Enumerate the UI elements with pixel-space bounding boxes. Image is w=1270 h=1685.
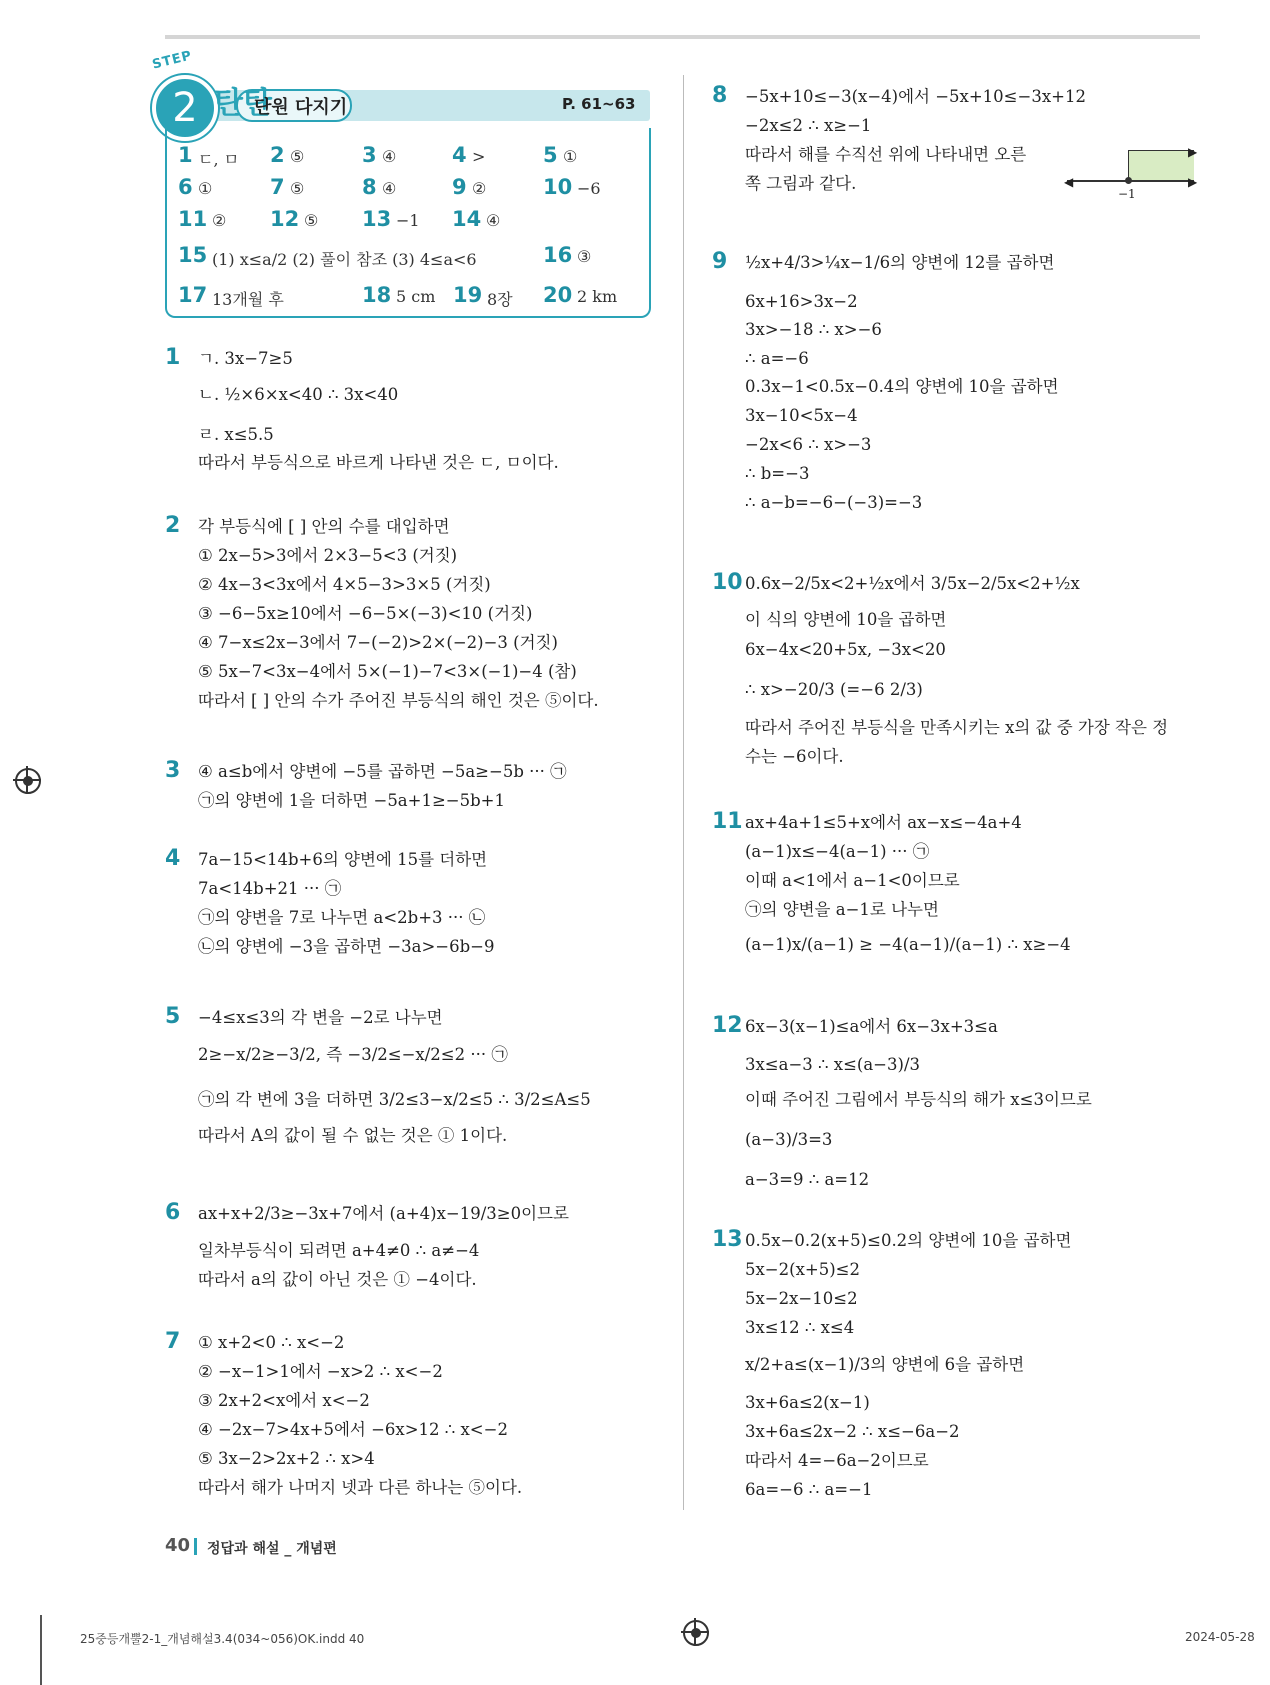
solution-line: 따라서 부등식으로 바르게 나타낸 것은 ㄷ, ㅁ이다. (198, 453, 559, 472)
solution-line: 따라서 [ ] 안의 수가 주어진 부등식의 해인 것은 ⑤이다. (198, 691, 599, 710)
answer-value: ① (198, 179, 213, 198)
registration-mark-icon (15, 768, 41, 794)
solution-line: ⑤ 3x−2>2x+2 ∴ x>4 (198, 1449, 375, 1468)
solution-line: 7a−15<14b+6의 양변에 15를 더하면 (198, 850, 488, 869)
solution-line: 6x−4x<20+5x, −3x<20 (745, 640, 946, 659)
number-line-right-arrow-icon: ▶ (1188, 175, 1198, 189)
solution-line: (a−3)/3=3 (745, 1130, 833, 1149)
answer-value: (1) x≤a/2 (2) 풀이 참조 (3) 4≤a<6 (212, 250, 477, 269)
solution-number: 6 (165, 1200, 181, 1225)
solution-line: ½x+4/3>¼x−1/6의 양변에 12를 곱하면 (745, 253, 1055, 272)
solution-line: 따라서 주어진 부등식을 만족시키는 x의 값 중 가장 작은 정 (745, 718, 1169, 737)
solution-line: ㄴ. ½×6×x<40 ∴ 3x<40 (198, 385, 399, 404)
solution-number: 11 (712, 809, 743, 834)
print-slug-date: 2024-05-28 (1185, 1630, 1255, 1644)
answer-value: ⑤ (304, 211, 319, 230)
solution-line: 따라서 해가 나머지 넷과 다른 하나는 ⑤이다. (198, 1478, 523, 1497)
footer-section: 정답과 해설 _ 개념편 (207, 1541, 337, 1557)
answer-value: ① (563, 147, 578, 166)
answer-number: 13 (362, 207, 392, 231)
answer-number: 11 (178, 207, 208, 231)
answer-number: 2 (270, 143, 285, 167)
answer-value: 13개월 후 (212, 290, 284, 309)
answer-number: 20 (543, 283, 573, 307)
answer-number: 3 (362, 143, 377, 167)
solution-number: 1 (165, 345, 181, 370)
top-rule (165, 35, 1200, 39)
solution-line: ② −x−1>1에서 −x>2 ∴ x<−2 (198, 1362, 443, 1381)
solution-line: ② 4x−3<3x에서 4×5−3>3×5 (거짓) (198, 575, 491, 594)
solution-line: 6x−3(x−1)≤a에서 6x−3x+3≤a (745, 1017, 998, 1036)
solution-line: ④ 7−x≤2x−3에서 7−(−2)>2×(−2)−3 (거짓) (198, 633, 558, 652)
solution-line: −5x+10≤−3(x−4)에서 −5x+10≤−3x+12 (745, 87, 1086, 106)
solution-line: ㄱ. 3x−7≥5 (198, 349, 293, 368)
solution-line: 일차부등식이 되려면 a+4≠0 ∴ a≠−4 (198, 1241, 480, 1260)
solution-line: x/2+a≤(x−1)/3의 양변에 6을 곱하면 (745, 1355, 1025, 1374)
answer-value: ④ (382, 147, 397, 166)
solution-line: 따라서 A의 값이 될 수 없는 것은 ① 1이다. (198, 1126, 508, 1145)
answer-number: 5 (543, 143, 558, 167)
solution-number: 5 (165, 1004, 181, 1029)
solution-line: ① x+2<0 ∴ x<−2 (198, 1333, 345, 1352)
solution-line: 이때 a<1에서 a−1<0이므로 (745, 871, 960, 890)
answer-number: 16 (543, 243, 573, 267)
solution-line: ㉠의 양변을 7로 나누면 a<2b+3 ··· ㉡ (198, 908, 486, 927)
solution-line: 따라서 해를 수직선 위에 나타내면 오른 (745, 145, 1027, 164)
solution-line: −2x<6 ∴ x>−3 (745, 435, 872, 454)
answer-value: 5 cm (396, 287, 436, 306)
answer-value: 2 km (577, 287, 618, 306)
answer-value: ② (472, 179, 487, 198)
answer-number: 17 (178, 283, 208, 307)
solution-line: 0.3x−1<0.5x−0.4의 양변에 10을 곱하면 (745, 377, 1059, 396)
solution-line: 3x+6a≤2(x−1) (745, 1393, 870, 1412)
page-range: P. 61~63 (562, 95, 636, 113)
answer-number: 12 (270, 207, 300, 231)
answer-number: 7 (270, 175, 285, 199)
solution-line: ax+x+2/3≥−3x+7에서 (a+4)x−19/3≥0이므로 (198, 1204, 569, 1223)
solution-line: 3x≤12 ∴ x≤4 (745, 1318, 855, 1337)
solution-line: 각 부등식에 [ ] 안의 수를 대입하면 (198, 517, 450, 536)
solution-number: 4 (165, 846, 181, 871)
solution-line: ∴ a=−6 (745, 349, 809, 368)
answer-value: ④ (382, 179, 397, 198)
solution-number: 7 (165, 1329, 181, 1354)
answer-value: ④ (486, 211, 501, 230)
solution-line: 5x−2x−10≤2 (745, 1289, 858, 1308)
solution-line: 3x+6a≤2x−2 ∴ x≤−6a−2 (745, 1422, 960, 1441)
solution-number: 2 (165, 513, 181, 538)
solution-line: ⑤ 5x−7<3x−4에서 5×(−1)−7<3×(−1)−4 (참) (198, 662, 577, 681)
solution-line: ㉠의 양변에 1을 더하면 −5a+1≥−5b+1 (198, 791, 506, 810)
solution-line: ④ −2x−7>4x+5에서 −6x>12 ∴ x<−2 (198, 1420, 508, 1439)
answer-value: 8장 (487, 290, 513, 309)
page-number: 40 (165, 1535, 191, 1556)
answer-number: 14 (452, 207, 482, 231)
solution-line: (a−1)x≤−4(a−1) ··· ㉠ (745, 842, 930, 861)
answer-number: 10 (543, 175, 573, 199)
step-label: STEP (150, 48, 194, 73)
solution-line: ax+4a+1≤5+x에서 ax−x≤−4a+4 (745, 813, 1022, 832)
solution-line: 수는 −6이다. (745, 747, 844, 766)
solution-line: ④ a≤b에서 양변에 −5를 곱하면 −5a≥−5b ··· ㉠ (198, 762, 567, 781)
region-right-arrow-icon: ▶ (1188, 145, 1198, 159)
solution-line: ㉡의 양변에 −3을 곱하면 −3a>−6b−9 (198, 937, 495, 956)
solution-line: a−3=9 ∴ a=12 (745, 1170, 870, 1189)
crop-mark (40, 1615, 42, 1685)
solution-line: ① 2x−5>3에서 2×3−5<3 (거짓) (198, 546, 458, 565)
answer-number: 1 (178, 143, 193, 167)
answer-value: ㄷ, ㅁ (198, 150, 240, 169)
answer-number: 8 (362, 175, 377, 199)
answer-number: 15 (178, 243, 208, 267)
print-slug-file: 25중등개뿔2-1_개념해설3.4(034~056)OK.indd 40 (80, 1632, 365, 1646)
answer-value: ⑤ (290, 179, 305, 198)
solution-line: ∴ b=−3 (745, 464, 810, 483)
solution-line: 7a<14b+21 ··· ㉠ (198, 879, 342, 898)
solution-line: ㄹ. x≤5.5 (198, 425, 274, 444)
solution-line: 6a=−6 ∴ a=−1 (745, 1480, 873, 1499)
answer-value: −6 (577, 179, 601, 198)
solution-line: ∴ x>−20/3 (=−6 2/3) (745, 680, 923, 699)
column-divider (683, 75, 684, 1510)
solution-line: ㉠의 각 변에 3을 더하면 3/2≤3−x/2≤5 ∴ 3/2≤A≤5 (198, 1090, 591, 1109)
number-line-left-arrow-icon: ◀ (1064, 175, 1074, 189)
solution-number: 12 (712, 1013, 743, 1038)
solution-number: 13 (712, 1227, 743, 1252)
solution-line: 따라서 a의 값이 아닌 것은 ① −4이다. (198, 1270, 477, 1289)
number-line-solution-region (1128, 150, 1194, 180)
number-line-point (1125, 177, 1132, 184)
solution-line: ∴ a−b=−6−(−3)=−3 (745, 493, 923, 512)
solution-line: 0.5x−0.2(x+5)≤0.2의 양변에 10을 곱하면 (745, 1231, 1072, 1250)
registration-mark-icon (683, 1620, 709, 1646)
section-title-large: 탄탄 (214, 86, 272, 121)
solution-line: 6x+16>3x−2 (745, 292, 858, 311)
solution-line: 5x−2(x+5)≤2 (745, 1260, 860, 1279)
answer-value: ⑤ (290, 147, 305, 166)
solution-line: (a−1)x/(a−1) ≥ −4(a−1)/(a−1) ∴ x≥−4 (745, 935, 1071, 954)
answer-number: 18 (362, 283, 392, 307)
answer-number: 19 (453, 283, 483, 307)
answer-value: ② (212, 211, 227, 230)
solution-number: 9 (712, 249, 728, 274)
solution-line: 3x>−18 ∴ x>−6 (745, 320, 882, 339)
solution-line: 이 식의 양변에 10을 곱하면 (745, 610, 947, 629)
solution-line: 3x≤a−3 ∴ x≤(a−3)/3 (745, 1055, 920, 1074)
solution-number: 3 (165, 758, 181, 783)
answer-number: 9 (452, 175, 467, 199)
solution-line: ③ 2x+2<x에서 x<−2 (198, 1391, 370, 1410)
answer-value: −1 (396, 211, 420, 230)
solution-line: 2≥−x/2≥−3/2, 즉 −3/2≤−x/2≤2 ··· ㉠ (198, 1045, 508, 1064)
solution-number: 10 (712, 570, 743, 595)
number-line-label: −1 (1118, 187, 1136, 201)
answer-value: > (472, 147, 486, 166)
solution-line: −4≤x≤3의 각 변을 −2로 나누면 (198, 1008, 443, 1027)
solution-line: 3x−10<5x−4 (745, 406, 858, 425)
solution-number: 8 (712, 83, 728, 108)
answer-value: ③ (577, 247, 592, 266)
step-number-badge: 2 (152, 75, 218, 141)
solution-line: 이때 주어진 그림에서 부등식의 해가 x≤3이므로 (745, 1090, 1092, 1109)
solution-line: ㉠의 양변을 a−1로 나누면 (745, 900, 939, 919)
solution-line: −2x≤2 ∴ x≥−1 (745, 116, 872, 135)
footer-bar (194, 1538, 197, 1555)
solution-line: ③ −6−5x≥10에서 −6−5×(−3)<10 (거짓) (198, 604, 533, 623)
answer-number: 6 (178, 175, 193, 199)
solution-line: 쪽 그림과 같다. (745, 174, 857, 193)
solution-line: 0.6x−2/5x<2+½x에서 3/5x−2/5x<2+½x (745, 574, 1080, 593)
solution-line: 따라서 4=−6a−2이므로 (745, 1451, 929, 1470)
section-title: 단원 다지기 (254, 97, 348, 118)
answer-number: 4 (452, 143, 467, 167)
